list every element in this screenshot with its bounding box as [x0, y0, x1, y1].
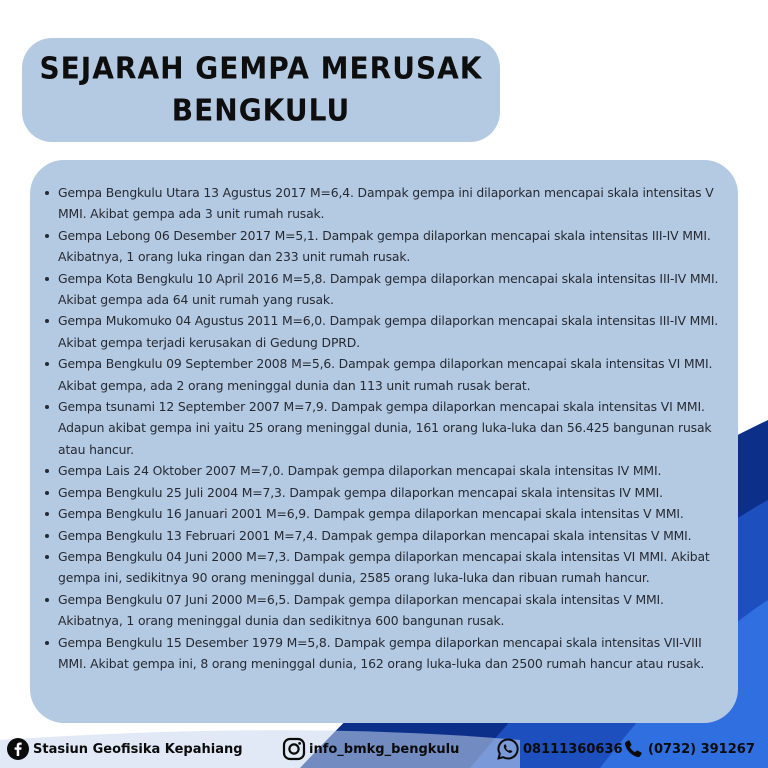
event-text: Gempa Bengkulu 15 Desember 1979 M=5,8. Dampak gempa dilaporkan mencapai skala intensitas VII-VIII MMI. Akibat gempa ini, 8 orang meninggal dunia, 162 orang luka-luka dan 2500 rumah hancur atau rusak. [58, 634, 705, 671]
event-text: Gempa Bengkulu 25 Juli 2004 M=7,3. Dampak gempa dilaporkan mencapai skala intensitas IV MMI. [58, 484, 663, 500]
phone-icon [622, 738, 644, 760]
list-item [58, 182, 720, 225]
footer-contacts [0, 734, 768, 764]
bullet-icon [45, 362, 49, 366]
bullet-icon [45, 191, 49, 195]
event-text: Gempa tsunami 12 September 2007 M=7,9. Dampak gempa dilaporkan mencapai skala intensitas VI MMI. Adapun akibat gempa ini yaitu 25 orang meninggal dunia, 161 orang luka-luka dan 56.425 bangunan rusak atau hancur. [58, 399, 712, 457]
event-text: Gempa Bengkulu 13 Februari 2001 M=7,4. Dampak gempa dilaporkan mencapai skala intensitas V MMI. [58, 527, 692, 543]
instagram-contact[interactable] [282, 737, 459, 761]
bullet-icon [45, 555, 49, 559]
bullet-icon [45, 405, 49, 409]
facebook-icon [6, 737, 30, 761]
event-text: Gempa Mukomuko 04 Agustus 2011 M=6,0. Dampak gempa dilaporkan mencapai skala intensitas III-IV MMI. Akibat gempa terjadi kerusakan di Gedung DPRD. [58, 313, 719, 350]
list-item [58, 268, 720, 311]
event-text: Gempa Lebong 06 Desember 2017 M=5,1. Dampak gempa dilaporkan mencapai skala intensitas III-IV MMI. Akibatnya, 1 orang luka ringan dan 233 unit rumah rusak. [58, 227, 711, 265]
title-line-2: BENGKULU [171, 92, 351, 129]
bullet-icon [45, 491, 49, 495]
bullet-icon [45, 319, 49, 323]
list-item [58, 396, 720, 460]
facebook-contact[interactable] [6, 737, 243, 761]
list-item [58, 546, 720, 589]
bullet-icon [45, 277, 49, 281]
list-item [58, 460, 720, 481]
bullet-icon [45, 469, 49, 473]
event-text: Gempa Kota Bengkulu 10 April 2016 M=5,8. Dampak gempa dilaporkan mencapai skala intensitas III-IV MMI. Akibat gempa ada 64 unit rumah yang rusak. [58, 270, 719, 308]
whatsapp-contact[interactable] [496, 737, 623, 761]
phone-contact[interactable] [622, 738, 755, 760]
list-item [58, 310, 720, 353]
event-text: Gempa Bengkulu 09 September 2008 M=5,6. Dampak gempa dilaporkan mencapai skala intensitas VI MMI. Akibat gempa, ada 2 orang meninggal dunia dan 113 unit rumah rusak berat. [58, 356, 713, 393]
facebook-label: Stasiun Geofisika Kepahiang [33, 741, 243, 757]
event-text: Gempa Bengkulu Utara 13 Agustus 2017 M=6,4. Dampak gempa ini dilaporkan mencapai skala intensitas V MMI. Akibat gempa ada 3 unit rumah rusak. [58, 185, 714, 222]
event-text: Gempa Bengkulu 07 Juni 2000 M=6,5. Dampak gempa dilaporkan mencapai skala intensitas V MMI. Akibatnya, 1 orang meninggal dunia dan sedikitnya 600 bangunan rusak. [58, 591, 664, 629]
bullet-icon [45, 534, 49, 538]
bullet-icon [45, 598, 49, 602]
bullet-icon [45, 234, 49, 238]
content-box [30, 160, 738, 723]
list-item [58, 525, 720, 546]
list-item [58, 482, 720, 503]
event-text: Gempa Bengkulu 04 Juni 2000 M=7,3. Dampak gempa dilaporkan mencapai skala intensitas VI MMI. Akibat gempa ini, sedikitnya 90 orang meninggal dunia, 2585 orang luka-luka dan ribuan rumah hancur. [58, 548, 710, 586]
earthquake-list [30, 160, 738, 674]
title-line-1: SEJARAH GEMPA MERUSAK [39, 50, 483, 87]
list-item [58, 225, 720, 268]
bullet-icon [45, 641, 49, 645]
instagram-label: info_bmkg_bengkulu [309, 741, 460, 757]
list-item [58, 632, 720, 675]
title-box [22, 38, 500, 142]
list-item [58, 503, 720, 524]
list-item [58, 353, 720, 396]
event-text: Gempa Bengkulu 16 Januari 2001 M=6,9. Dampak gempa dilaporkan mencapai skala intensitas V MMI. [58, 506, 684, 522]
whatsapp-icon [496, 737, 520, 761]
instagram-icon [282, 737, 306, 761]
event-text: Gempa Lais 24 Oktober 2007 M=7,0. Dampak gempa dilaporkan mencapai skala intensitas IV MMI. [58, 463, 662, 479]
bullet-icon [45, 512, 49, 516]
whatsapp-label: 08111360636 [523, 741, 623, 757]
phone-label: (0732) 391267 [648, 741, 755, 757]
list-item [58, 589, 720, 632]
